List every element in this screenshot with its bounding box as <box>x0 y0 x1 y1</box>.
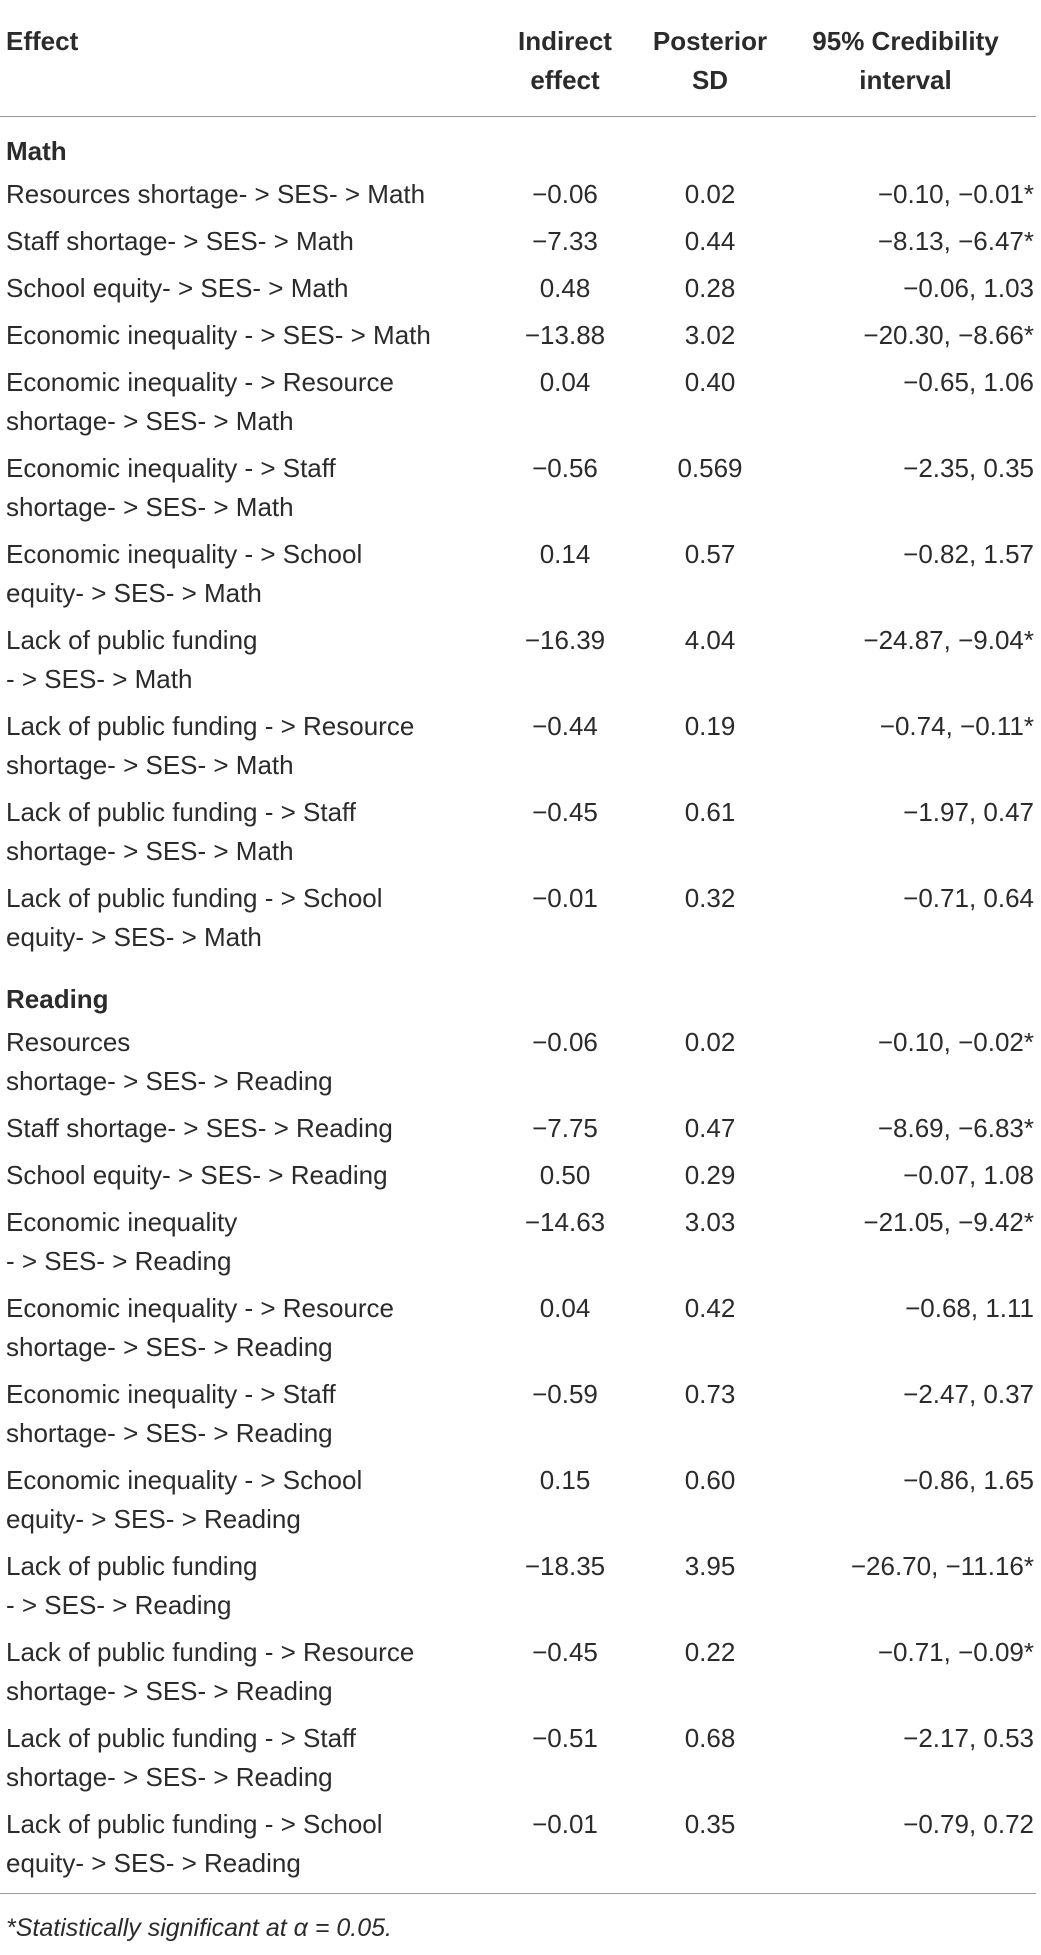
effect-line: Lack of public funding - > Resource <box>6 1637 415 1667</box>
table-row <box>0 1547 1036 1633</box>
cell-credibility-interval: −8.13, −6.47* <box>877 226 1034 256</box>
table-row <box>0 1719 1036 1805</box>
cell-effect <box>0 449 485 535</box>
cell-credibility-interval: −0.10, −0.02* <box>877 1027 1034 1057</box>
header-interval-line2: interval <box>859 65 952 95</box>
cell-credibility-interval: −1.97, 0.47 <box>903 797 1034 827</box>
cell-effect <box>0 793 485 879</box>
cell-effect <box>0 1023 485 1109</box>
cell-credibility-interval: −21.05, −9.42* <box>863 1207 1034 1237</box>
cell-effect <box>0 363 485 449</box>
section-row-math <box>0 117 1036 176</box>
cell-effect <box>0 1633 485 1719</box>
table-row <box>0 1289 1036 1375</box>
cell-indirect-effect: −13.88 <box>524 320 606 350</box>
cell-indirect-effect: −0.44 <box>532 711 598 741</box>
cell-posterior-sd: 0.57 <box>684 539 736 569</box>
cell-indirect-effect: 0.15 <box>539 1465 591 1495</box>
header-credibility-interval <box>775 22 1036 117</box>
indirect-effects-table <box>0 22 1036 1894</box>
effect-line: Lack of public funding <box>6 625 258 655</box>
effect-line: Resources shortage- > SES- > Math <box>6 179 426 209</box>
cell-credibility-interval: −0.82, 1.57 <box>903 539 1034 569</box>
table-row <box>0 1203 1036 1289</box>
effect-line: shortage- > SES- > Reading <box>6 1418 333 1448</box>
effect-line: Lack of public funding - > Staff <box>6 797 357 827</box>
cell-indirect-effect: −0.56 <box>532 453 598 483</box>
cell-credibility-interval: −24.87, −9.04* <box>863 625 1034 655</box>
table-row <box>0 793 1036 879</box>
cell-posterior-sd: 0.60 <box>684 1465 736 1495</box>
cell-indirect-effect: −16.39 <box>524 625 606 655</box>
cell-indirect-effect: −0.59 <box>532 1379 598 1409</box>
cell-credibility-interval: −2.17, 0.53 <box>903 1723 1034 1753</box>
table-row <box>0 879 1036 965</box>
cell-indirect-effect: −0.45 <box>532 797 598 827</box>
cell-credibility-interval: −0.65, 1.06 <box>903 367 1034 397</box>
effect-line: shortage- > SES- > Reading <box>6 1676 333 1706</box>
table-row <box>0 222 1036 269</box>
table-body <box>0 117 1036 1894</box>
header-indirect-line2: effect <box>530 65 600 95</box>
header-posterior-line1: Posterior <box>652 26 768 56</box>
table-row <box>0 621 1036 707</box>
cell-indirect-effect: 0.48 <box>539 273 591 303</box>
table-row <box>0 363 1036 449</box>
effect-line: equity- > SES- > Math <box>6 922 262 952</box>
effect-line: shortage- > SES- > Math <box>6 406 294 436</box>
cell-posterior-sd: 0.29 <box>684 1160 736 1190</box>
effect-line: Economic inequality - > Resource <box>6 1293 395 1323</box>
cell-posterior-sd: 0.35 <box>684 1809 736 1839</box>
table-row <box>0 1375 1036 1461</box>
cell-effect <box>0 1375 485 1461</box>
cell-effect <box>0 707 485 793</box>
cell-posterior-sd: 0.42 <box>684 1293 736 1323</box>
cell-posterior-sd: 3.03 <box>684 1207 736 1237</box>
table-row <box>0 1633 1036 1719</box>
cell-effect <box>0 222 485 269</box>
cell-effect <box>0 316 485 363</box>
effect-line: Economic inequality - > School <box>6 539 363 569</box>
table-row <box>0 1109 1036 1156</box>
effect-line: School equity- > SES- > Math <box>6 273 349 303</box>
cell-posterior-sd: 0.44 <box>684 226 736 256</box>
cell-posterior-sd: 0.02 <box>684 1027 736 1057</box>
cell-indirect-effect: −7.33 <box>532 226 598 256</box>
cell-posterior-sd: 3.95 <box>684 1551 736 1581</box>
effect-line: Staff shortage- > SES- > Reading <box>6 1113 393 1143</box>
cell-credibility-interval: −0.71, 0.64 <box>903 883 1034 913</box>
cell-credibility-interval: −0.74, −0.11* <box>879 711 1034 741</box>
effect-line: - > SES- > Math <box>6 664 193 694</box>
header-row <box>0 22 1036 117</box>
effect-line: Economic inequality - > Staff <box>6 1379 336 1409</box>
effect-line: - > SES- > Reading <box>6 1246 232 1276</box>
effect-line: Lack of public funding - > Staff <box>6 1723 357 1753</box>
cell-indirect-effect: 0.14 <box>539 539 591 569</box>
header-indirect-effect <box>485 22 645 117</box>
cell-posterior-sd: 0.28 <box>684 273 736 303</box>
cell-posterior-sd: 0.19 <box>684 711 736 741</box>
cell-credibility-interval: −0.79, 0.72 <box>903 1809 1034 1839</box>
effect-line: Economic inequality - > Resource <box>6 367 395 397</box>
cell-posterior-sd: 0.40 <box>684 367 736 397</box>
header-effect: Effect <box>6 26 79 56</box>
footnote: *Statistically significant at α = 0.05. <box>6 1914 392 1942</box>
effect-line: Economic inequality - > SES- > Math <box>6 320 431 350</box>
effect-line: Staff shortage- > SES- > Math <box>6 226 354 256</box>
effect-line: Economic inequality - > School <box>6 1465 363 1495</box>
cell-effect <box>0 1547 485 1633</box>
table-row <box>0 316 1036 363</box>
effect-line: Lack of public funding <box>6 1551 258 1581</box>
cell-credibility-interval: −20.30, −8.66* <box>863 320 1034 350</box>
cell-indirect-effect: −0.45 <box>532 1637 598 1667</box>
cell-posterior-sd: 4.04 <box>684 625 736 655</box>
cell-credibility-interval: −0.68, 1.11 <box>905 1293 1034 1323</box>
cell-posterior-sd: 0.47 <box>684 1113 736 1143</box>
table-row <box>0 1461 1036 1547</box>
cell-effect <box>0 1805 485 1894</box>
table-row <box>0 535 1036 621</box>
effect-line: Resources <box>6 1027 131 1057</box>
table-row <box>0 449 1036 535</box>
table-row <box>0 1156 1036 1203</box>
cell-posterior-sd: 0.73 <box>684 1379 736 1409</box>
cell-effect <box>0 1461 485 1547</box>
table-row <box>0 1805 1036 1894</box>
cell-indirect-effect: −0.01 <box>532 1809 598 1839</box>
effect-line: shortage- > SES- > Reading <box>6 1066 333 1096</box>
cell-effect <box>0 621 485 707</box>
cell-credibility-interval: −0.86, 1.65 <box>903 1465 1034 1495</box>
effect-line: Lack of public funding - > School <box>6 883 383 913</box>
cell-credibility-interval: −2.47, 0.37 <box>903 1379 1034 1409</box>
effect-line: Economic inequality - > Staff <box>6 453 336 483</box>
cell-credibility-interval: −0.06, 1.03 <box>903 273 1034 303</box>
cell-indirect-effect: −7.75 <box>532 1113 598 1143</box>
cell-effect <box>0 175 485 222</box>
cell-effect <box>0 879 485 965</box>
effect-line: School equity- > SES- > Reading <box>6 1160 388 1190</box>
cell-posterior-sd: 0.569 <box>677 453 743 483</box>
table-row <box>0 269 1036 316</box>
cell-indirect-effect: −0.06 <box>532 179 598 209</box>
cell-credibility-interval: −0.07, 1.08 <box>903 1160 1034 1190</box>
cell-indirect-effect: 0.50 <box>539 1160 591 1190</box>
header-posterior-line2: SD <box>691 65 729 95</box>
effect-line: equity- > SES- > Math <box>6 578 262 608</box>
effect-line: shortage- > SES- > Math <box>6 492 294 522</box>
cell-indirect-effect: −14.63 <box>524 1207 606 1237</box>
header-interval-line1: 95% Credibility <box>812 26 999 56</box>
cell-indirect-effect: −0.01 <box>532 883 598 913</box>
effect-line: Lack of public funding - > School <box>6 1809 383 1839</box>
header-posterior-sd <box>645 22 775 117</box>
cell-effect <box>0 1156 485 1203</box>
header-indirect-line1: Indirect <box>518 26 612 56</box>
cell-indirect-effect: −0.51 <box>532 1723 598 1753</box>
cell-posterior-sd: 0.02 <box>684 179 736 209</box>
cell-posterior-sd: 0.68 <box>684 1723 736 1753</box>
effect-line: shortage- > SES- > Reading <box>6 1762 333 1792</box>
table-row <box>0 707 1036 793</box>
cell-effect <box>0 1719 485 1805</box>
section-title: Math <box>6 136 67 166</box>
effect-line: shortage- > SES- > Math <box>6 750 294 780</box>
effect-line: equity- > SES- > Reading <box>6 1504 301 1534</box>
cell-indirect-effect: −0.06 <box>532 1027 598 1057</box>
effect-line: Economic inequality <box>6 1207 238 1237</box>
cell-posterior-sd: 0.61 <box>684 797 736 827</box>
section-row-reading <box>0 965 1036 1023</box>
cell-effect <box>0 269 485 316</box>
table-row <box>0 1023 1036 1109</box>
cell-indirect-effect: −18.35 <box>524 1551 606 1581</box>
cell-indirect-effect: 0.04 <box>539 367 591 397</box>
effect-line: - > SES- > Reading <box>6 1590 232 1620</box>
cell-posterior-sd: 0.32 <box>684 883 736 913</box>
cell-posterior-sd: 0.22 <box>684 1637 736 1667</box>
cell-posterior-sd: 3.02 <box>684 320 736 350</box>
cell-effect <box>0 1203 485 1289</box>
cell-indirect-effect: 0.04 <box>539 1293 591 1323</box>
effect-line: shortage- > SES- > Reading <box>6 1332 333 1362</box>
effect-line: Lack of public funding - > Resource <box>6 711 415 741</box>
table-row <box>0 175 1036 222</box>
cell-effect <box>0 535 485 621</box>
cell-credibility-interval: −0.71, −0.09* <box>877 1637 1034 1667</box>
effect-line: equity- > SES- > Reading <box>6 1848 301 1878</box>
cell-credibility-interval: −8.69, −6.83* <box>877 1113 1034 1143</box>
cell-effect <box>0 1109 485 1156</box>
cell-effect <box>0 1289 485 1375</box>
section-title: Reading <box>6 984 109 1014</box>
effect-line: shortage- > SES- > Math <box>6 836 294 866</box>
cell-credibility-interval: −2.35, 0.35 <box>903 453 1034 483</box>
cell-credibility-interval: −26.70, −11.16* <box>850 1551 1034 1581</box>
cell-credibility-interval: −0.10, −0.01* <box>877 179 1034 209</box>
